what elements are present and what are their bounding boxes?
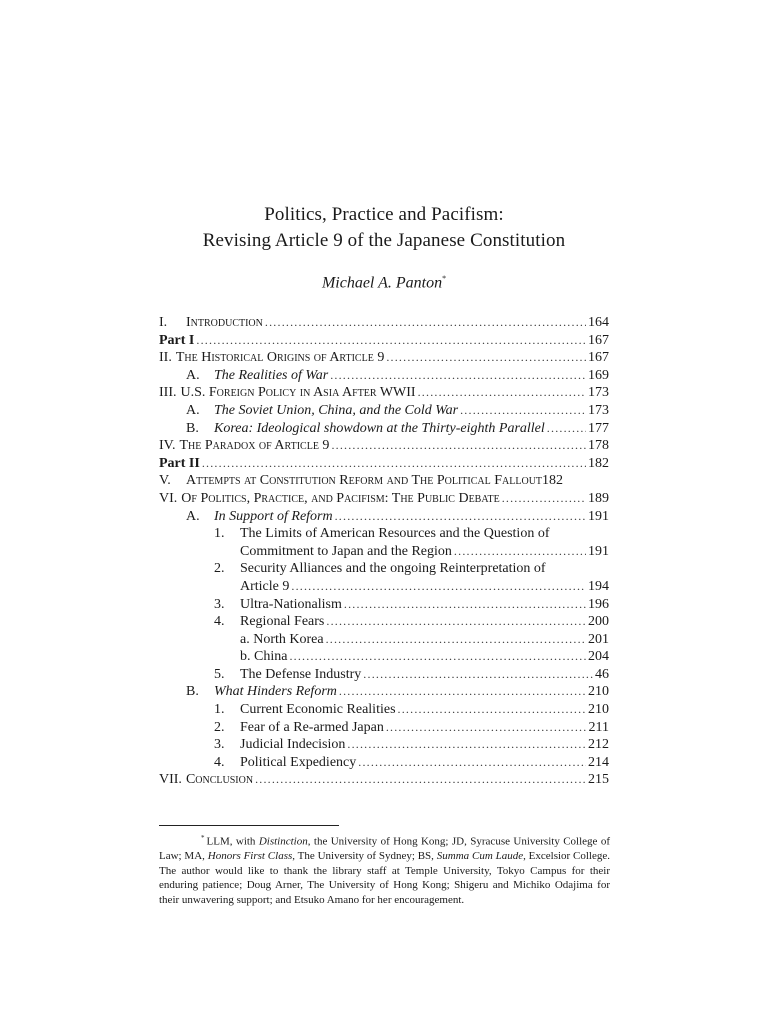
toc-entry-title: Current Economic Realities bbox=[240, 702, 396, 718]
toc-dot-leader bbox=[265, 314, 586, 332]
toc-entry-title: Attempts at Constitution Reform and The Political Fallout bbox=[186, 473, 543, 489]
toc-dot-leader bbox=[454, 543, 586, 561]
toc-entry-number: IV. bbox=[159, 438, 176, 454]
toc-dot-leader bbox=[291, 578, 586, 596]
toc-entry-page: 167 bbox=[588, 350, 609, 366]
toc-dot-leader bbox=[386, 349, 586, 367]
toc-entry[interactable] bbox=[159, 596, 609, 614]
toc-entry-number: A. bbox=[186, 508, 200, 524]
toc-entry-number: 2. bbox=[214, 719, 225, 735]
toc-entry[interactable] bbox=[159, 719, 609, 737]
toc-entry[interactable] bbox=[159, 437, 609, 455]
toc-entry-page: 212 bbox=[588, 737, 609, 753]
toc-entry[interactable] bbox=[159, 754, 609, 772]
toc-entry-title: a. North Korea bbox=[240, 631, 324, 647]
toc-entry-page: 182 bbox=[542, 473, 564, 489]
toc-entry-page: 178 bbox=[588, 438, 609, 454]
toc-entry-title: Introduction bbox=[186, 315, 263, 330]
toc-entry[interactable] bbox=[159, 402, 609, 420]
toc-entry[interactable] bbox=[159, 349, 609, 367]
toc-entry-number: V. bbox=[159, 473, 171, 489]
toc-entry[interactable] bbox=[159, 472, 609, 490]
toc-entry-number: B. bbox=[186, 420, 199, 436]
toc-entry-title: Political Expediency bbox=[240, 754, 357, 770]
toc-entry-number: A. bbox=[186, 367, 200, 383]
toc-dot-leader bbox=[330, 367, 586, 385]
toc-entry[interactable] bbox=[159, 508, 609, 526]
footnote-text: , The University of Sydney; BS, bbox=[292, 850, 437, 863]
toc-entry-page: 211 bbox=[588, 719, 609, 735]
toc-entry-page: 210 bbox=[588, 684, 609, 700]
toc-entry-title: The Historical Origins of Article 9 bbox=[175, 350, 385, 366]
toc-entry-page: 182 bbox=[588, 455, 609, 471]
toc-dot-leader bbox=[289, 648, 586, 666]
toc-entry-number: II. bbox=[159, 350, 172, 366]
toc-entry[interactable] bbox=[159, 332, 609, 350]
toc-entry-title: The Limits of American Resources and the Question of bbox=[240, 526, 550, 542]
toc-entry-page: 169 bbox=[588, 367, 609, 383]
footnote-text: Distinction bbox=[258, 835, 308, 848]
table-of-contents bbox=[159, 314, 609, 789]
toc-entry[interactable] bbox=[159, 736, 609, 754]
toc-entry-page: 196 bbox=[588, 596, 609, 612]
toc-entry-title: The Defense Industry bbox=[240, 666, 362, 682]
toc-entry[interactable] bbox=[159, 683, 609, 701]
toc-entry-title: b. China bbox=[240, 649, 288, 665]
toc-entry-number: VII. bbox=[159, 772, 182, 788]
toc-dot-leader bbox=[363, 666, 593, 684]
toc-dot-leader bbox=[339, 683, 586, 701]
toc-dot-leader bbox=[326, 631, 586, 649]
toc-dot-leader bbox=[398, 701, 586, 719]
toc-entry-title: Fear of a Re-armed Japan bbox=[240, 719, 384, 735]
footnote-mark: * bbox=[201, 834, 205, 842]
author-name bbox=[0, 268, 768, 294]
toc-dot-leader bbox=[418, 384, 586, 402]
toc-entry-page: 191 bbox=[588, 543, 609, 559]
toc-entry-title: Ultra-Nationalism bbox=[240, 596, 342, 612]
toc-entry-page: 200 bbox=[588, 614, 609, 630]
toc-entry[interactable] bbox=[159, 525, 609, 543]
toc-entry-number: 2. bbox=[214, 561, 225, 577]
toc-dot-leader bbox=[386, 719, 587, 737]
toc-dot-leader bbox=[335, 508, 586, 526]
title-line-2: Revising Article 9 of the Japanese Constitution bbox=[202, 230, 566, 251]
toc-entry[interactable] bbox=[159, 314, 609, 332]
toc-entry[interactable] bbox=[159, 420, 609, 438]
author-footnote-mark: * bbox=[442, 274, 447, 283]
toc-entry-number: 1. bbox=[214, 702, 225, 718]
toc-entry[interactable] bbox=[159, 543, 609, 561]
toc-dot-leader bbox=[196, 332, 586, 350]
toc-entry-page: 167 bbox=[588, 332, 609, 348]
toc-entry-page: 189 bbox=[588, 490, 609, 506]
toc-entry[interactable] bbox=[159, 455, 609, 473]
toc-entry-page: 215 bbox=[588, 772, 609, 788]
toc-entry-title: Judicial Indecision bbox=[240, 737, 346, 753]
footnote-text: , the University of Hong Kong; JD, Syracuse University College of Law; MA, bbox=[159, 835, 611, 863]
toc-dot-leader bbox=[347, 736, 586, 754]
toc-entry-title: Security Alliances and the ongoing Reinterpretation of bbox=[240, 561, 546, 577]
toc-entry-title: Part I bbox=[159, 332, 195, 348]
toc-entry-number: 4. bbox=[214, 754, 225, 770]
toc-entry-title: Of Politics, Practice, and Pacifism: The Public Debate bbox=[181, 490, 500, 506]
toc-entry[interactable] bbox=[159, 367, 609, 385]
toc-entry[interactable] bbox=[159, 384, 609, 402]
toc-entry-page: 173 bbox=[588, 385, 609, 401]
toc-entry-page: 194 bbox=[588, 578, 609, 594]
toc-dot-leader bbox=[202, 455, 586, 473]
toc-dot-leader bbox=[255, 771, 586, 789]
toc-entry-title: Part II bbox=[159, 455, 200, 471]
toc-dot-leader bbox=[326, 613, 586, 631]
footnote-text: LLM, with bbox=[206, 835, 259, 848]
toc-entry-number: 3. bbox=[214, 596, 225, 612]
toc-dot-leader bbox=[547, 420, 586, 438]
toc-dot-leader bbox=[344, 596, 586, 614]
toc-entry-page: 46 bbox=[595, 666, 609, 682]
toc-entry-page: 164 bbox=[588, 315, 609, 330]
toc-entry-title: The Paradox of Article 9 bbox=[179, 438, 330, 454]
author-name-text: Michael A. Panton bbox=[321, 274, 443, 292]
toc-entry-title: Korea: Ideological showdown at the Thirty-eighth Parallel bbox=[214, 420, 545, 436]
title-block bbox=[0, 202, 768, 294]
title-line-1: Politics, Practice and Pacifism: bbox=[264, 204, 504, 225]
toc-entry-number: 4. bbox=[214, 614, 225, 630]
toc-dot-leader bbox=[331, 437, 586, 455]
toc-entry[interactable] bbox=[159, 613, 609, 631]
toc-entry-number: B. bbox=[186, 684, 199, 700]
toc-entry-number: III. bbox=[159, 385, 177, 401]
footnote-text: Honors First Class bbox=[207, 850, 293, 863]
toc-entry-title: What Hinders Reform bbox=[214, 684, 337, 700]
toc-entry-number: 3. bbox=[214, 737, 225, 753]
toc-entry-page: 177 bbox=[588, 420, 609, 436]
toc-entry-number: 1. bbox=[214, 526, 225, 542]
toc-entry[interactable] bbox=[159, 771, 609, 789]
toc-entry[interactable] bbox=[159, 578, 609, 596]
toc-entry-page: 201 bbox=[588, 631, 609, 647]
toc-entry-title: Conclusion bbox=[185, 772, 254, 788]
toc-entry[interactable] bbox=[159, 701, 609, 719]
toc-entry-page: 173 bbox=[588, 402, 609, 418]
toc-entry-number: A. bbox=[186, 402, 200, 418]
toc-dot-leader bbox=[460, 402, 586, 420]
toc-entry[interactable] bbox=[159, 490, 609, 508]
toc-entry-title: Commitment to Japan and the Region bbox=[240, 543, 452, 559]
toc-entry-page: 210 bbox=[588, 702, 609, 718]
toc-entry-title: The Soviet Union, China, and the Cold War bbox=[214, 402, 459, 418]
toc-entry-title: The Realities of War bbox=[214, 367, 329, 383]
toc-entry-page: 204 bbox=[588, 649, 609, 665]
toc-entry-number: I. bbox=[159, 315, 168, 330]
toc-entry-title: Article 9 bbox=[240, 578, 290, 594]
footnote bbox=[159, 831, 610, 908]
toc-entry-title: In Support of Reform bbox=[214, 508, 333, 524]
toc-entry-title: U.S. Foreign Policy in Asia After WWII bbox=[180, 385, 416, 401]
footnote-text: Summa Cum Laude bbox=[436, 850, 524, 863]
toc-entry-number: 5. bbox=[214, 666, 225, 682]
footnote-text: , Excelsior College. The author would like to thank the library staff at Temple University, Tokyo Campus for their enduring patience; Doug Arner, The University of Hong Kong; Shigeru and Michiko Odajima for their unwavering support; and Etsuko Amano for her encouragement. bbox=[159, 850, 611, 907]
toc-dot-leader bbox=[358, 754, 586, 772]
toc-entry[interactable] bbox=[159, 631, 609, 649]
toc-dot-leader bbox=[502, 490, 586, 508]
toc-entry[interactable] bbox=[159, 666, 609, 684]
toc-entry-number: VI. bbox=[159, 490, 178, 506]
toc-entry-title: Regional Fears bbox=[240, 614, 325, 630]
toc-entry-page: 214 bbox=[588, 754, 609, 770]
toc-entry-page: 191 bbox=[588, 508, 609, 524]
footnote-divider bbox=[159, 825, 339, 826]
toc-entry[interactable] bbox=[159, 648, 609, 666]
toc-entry[interactable] bbox=[159, 560, 609, 578]
